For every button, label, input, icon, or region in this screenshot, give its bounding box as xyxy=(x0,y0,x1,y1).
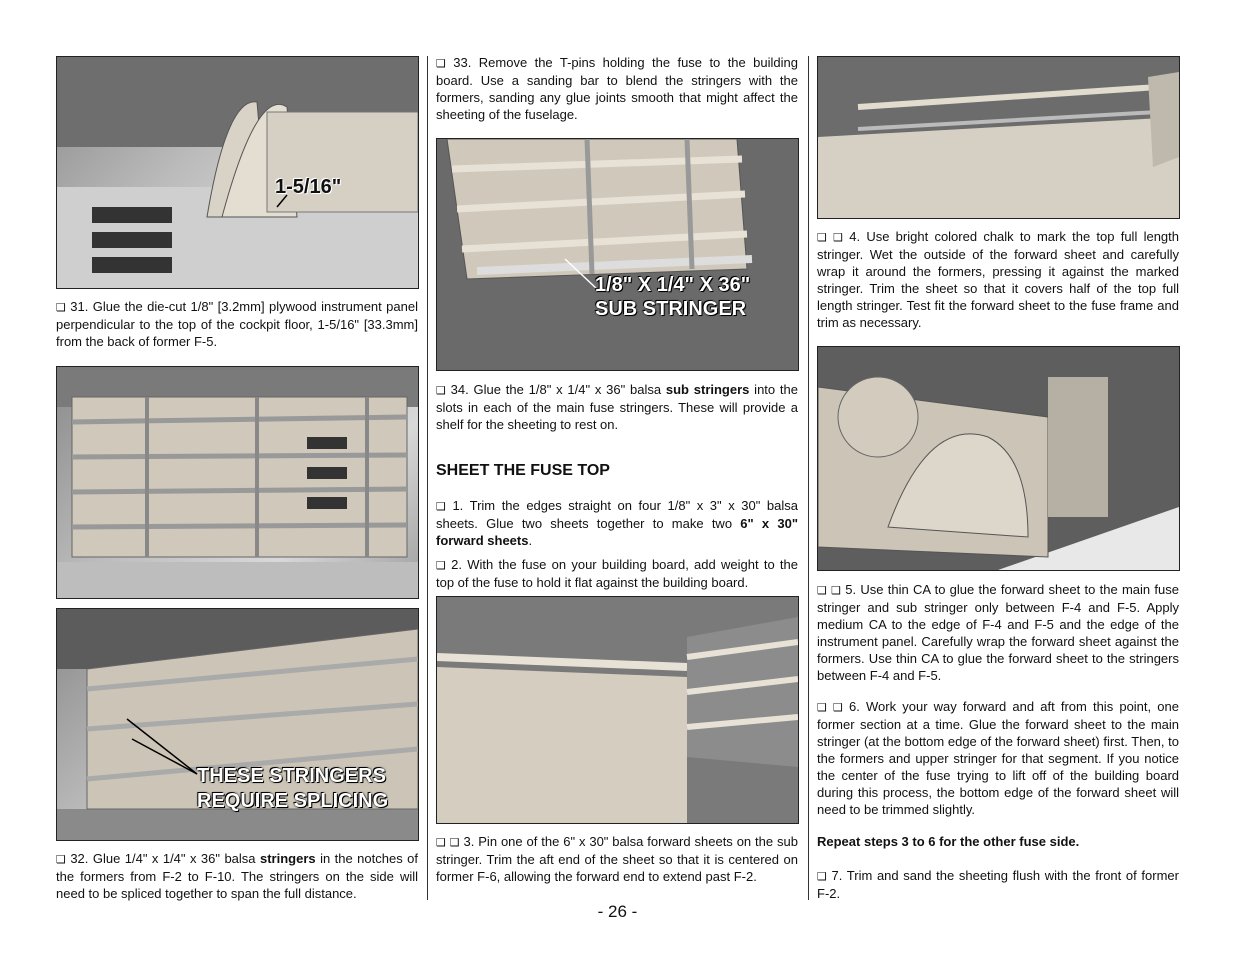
step-2-text: ❑ 2. With the fuse on your building board, add weight to the top of the fuse to hold it flat against the building board. xyxy=(436,557,798,590)
step-33-text: ❑ 33. Remove the T-pins holding the fuse to the building board. Use a sanding bar to blend the stringers with the formers, sanding any glue joints smooth that might affect the sheeting of the fuselage. xyxy=(436,55,798,122)
checkbox-icon[interactable]: ❑ xyxy=(436,559,446,572)
checkbox-icon[interactable]: ❑ xyxy=(817,701,827,714)
step-5-text: ❑ ❑ 5. Use thin CA to glue the forward sheet to the main fuse stringer and sub stringer only between F-4 and F-5. Apply medium CA to the edge of F-4 and F-5 and the edge of the instrument panel. Carefully wrap the forward sheet against the formers. Use thin CA to glue the forward sheet to the stringers between F-4 and F-5. xyxy=(817,582,1179,683)
checkbox-icon[interactable]: ❑ xyxy=(817,231,827,244)
photo-label-line1: THESE STRINGERS xyxy=(197,765,386,787)
section-heading: SHEET THE FUSE TOP xyxy=(436,462,610,479)
checkbox-icon[interactable]: ❑ xyxy=(449,836,460,849)
photo-label-line1: 1/8" X 1/4" X 36" xyxy=(595,274,751,296)
checkbox-icon[interactable]: ❑ xyxy=(436,836,446,849)
page-number: - 26 - xyxy=(597,902,638,921)
step-34-text: ❑ 34. Glue the 1/8" x 1/4" x 36" balsa sub stringers into the slots in each of the main fuse stringers. These will provide a shelf for the sheeting to rest on. xyxy=(436,382,798,432)
checkbox-icon[interactable]: ❑ xyxy=(831,584,842,597)
photo-label-line2: SUB STRINGER xyxy=(595,298,747,320)
checkbox-icon[interactable]: ❑ xyxy=(436,500,446,513)
checkbox-icon[interactable]: ❑ xyxy=(436,57,446,70)
step-7-text: ❑ 7. Trim and sand the sheeting flush with the front of former F-2. xyxy=(817,868,1179,901)
column-divider xyxy=(427,56,428,900)
step-1-text: ❑ 1. Trim the edges straight on four 1/8" x 3" x 30" balsa sheets. Glue two sheets together to make two 6" x 30" forward sheets. xyxy=(436,498,798,548)
repeat-note: Repeat steps 3 to 6 for the other fuse side. xyxy=(817,834,1080,849)
photo-step-34 xyxy=(436,138,799,371)
step-3-text: ❑ ❑ 3. Pin one of the 6" x 30" balsa forward sheets on the sub stringer. Trim the aft end of the sheet so that it is centered on former F-6, allowing the forward end to extend past F-2. xyxy=(436,834,798,884)
photo-label: 1-5/16" xyxy=(275,176,342,198)
checkbox-icon[interactable]: ❑ xyxy=(817,870,827,883)
checkbox-icon[interactable]: ❑ xyxy=(833,701,843,714)
checkbox-icon[interactable]: ❑ xyxy=(817,584,827,597)
step-32-text: ❑ 32. Glue 1/4" x 1/4" x 36" balsa stringers in the notches of the formers from F-2 to F-10. The stringers on the side will need to be spliced together to span the full distance. xyxy=(56,851,418,901)
step-31-text: ❑ 31. Glue the die-cut 1/8" [3.2mm] plywood instrument panel perpendicular to the top of the cockpit floor, 1-5/16" [33.3mm] from the back of former F-5. xyxy=(56,299,418,349)
photo-step-32 xyxy=(56,608,419,841)
checkbox-icon[interactable]: ❑ xyxy=(833,231,843,244)
photo-step-31 xyxy=(56,56,419,289)
photo-step-4 xyxy=(817,56,1180,219)
photo-label-line2: REQUIRE SPLICING xyxy=(197,790,389,812)
checkbox-icon[interactable]: ❑ xyxy=(56,301,66,314)
photo-step-3 xyxy=(436,596,799,824)
checkbox-icon[interactable]: ❑ xyxy=(436,384,446,397)
photo-step-5 xyxy=(817,346,1180,571)
step-6-text: ❑ ❑ 6. Work your way forward and aft from this point, one former section at a time. Glue the forward sheet to the main stringer (at the bottom edge of the forward sheet) first. Then, to the formers and upper stringer for that segment. If you notice the center of the fuse trying to lift off of the building board during this process, the bottom edge of the forward sheet will need to be trimmed slightly. xyxy=(817,699,1179,817)
step-4-text: ❑ ❑ 4. Use bright colored chalk to mark the top full length stringer. Wet the outside of the forward sheet and carefully wrap it around the formers, pressing it against the marked stringer. Trim the sheet so that it covers half of the top full length stringer. Test fit the forward sheet to the fuse frame and trim as necessary. xyxy=(817,229,1179,330)
photo-step-31b xyxy=(56,366,419,599)
checkbox-icon[interactable]: ❑ xyxy=(56,853,66,866)
column-divider xyxy=(808,56,809,900)
